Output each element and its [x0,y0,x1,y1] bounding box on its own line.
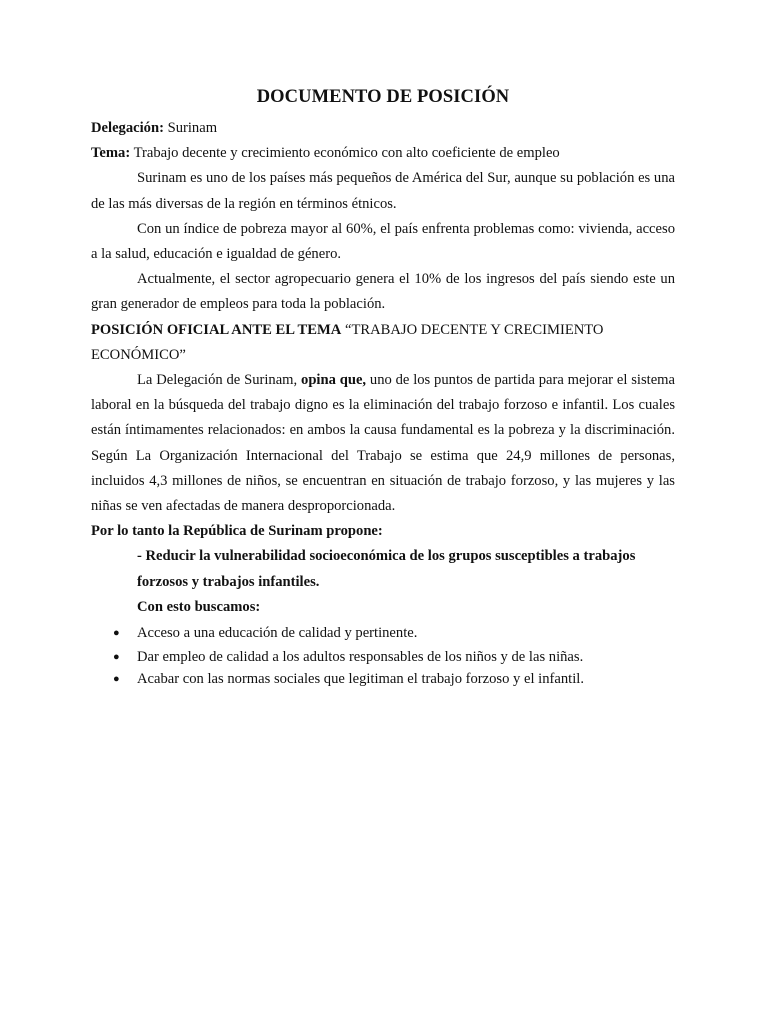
opina-bold: opina que, [301,372,367,389]
bullet-list [91,620,675,690]
intro-paragraph-2: Con un índice de pobreza mayor al 60%, el país enfrenta problemas como: vivienda, acceso a la salud, educación e igualdad de género. [91,220,675,263]
list-item [91,646,675,668]
propone-heading: Por lo tanto la República de Surinam propone: [91,523,383,540]
propuesta-text: - Reducir la vulnerabilidad socioeconómica de los grupos susceptibles a trabajos forzosos y trabajos infantiles. [137,548,636,590]
buscamos-heading: Con esto buscamos: [137,598,261,615]
tema-line [91,141,675,166]
posicion-value: “TRABAJO DECENTE Y CRECIMIENTO ECONÓMICO” [91,321,604,363]
tema-label: Tema: [91,145,131,162]
delegacion-line [91,116,675,141]
tema-value: Trabajo decente y crecimiento económico con alto coeficiente de empleo [133,145,560,162]
document-page [91,84,675,690]
list-item-text: Dar empleo de calidad a los adultos responsables de los niños y de las niñas. [137,649,584,666]
list-item-text: Acabar con las normas sociales que legitiman el trabajo forzoso y el infantil. [137,671,584,688]
bullet-icon: ● [113,627,120,640]
bullet-icon: ● [113,673,120,686]
intro-paragraph-1: Surinam es uno de los países más pequeños de América del Sur, aunque su población es una de las más diversas de la región en términos étnicos. [91,170,675,212]
opina-post: uno de los puntos de partida para mejorar el sistema laboral en la búsqueda del trabajo digno es la eliminación del trabajo forzoso e infantil. Los cuales están íntimamentes relacionados: en ambos la causa fundamental es la pobreza y la discriminación. Según La Organización Internacional del Trabajo se estima que 24,9 millones de personas, incluidos 4,3 millones de niños, se encuentran en situación de trabajo forzoso, y las mujeres y las niñas se ven afectadas de manera desproporcionada. [91,372,675,515]
opina-pre: La Delegación de Surinam, [137,372,302,389]
intro-paragraph-3: Actualmente, el sector agropecuario genera el 10% de los ingresos del país siendo este un gran generador de empleos para toda la población. [91,271,675,313]
delegacion-label: Delegación: [91,120,164,136]
list-item [91,668,675,690]
list-item-text: Acceso a una educación de calidad y pertinente. [137,625,418,642]
opina-paragraph [91,368,675,519]
posicion-label: POSICIÓN OFICIAL ANTE EL TEMA [91,321,342,338]
bullet-icon: ● [113,651,120,664]
delegacion-value: Surinam [167,120,218,136]
list-item [91,620,675,646]
document-title: DOCUMENTO DE POSICIÓN [256,87,510,107]
posicion-heading [91,318,675,368]
